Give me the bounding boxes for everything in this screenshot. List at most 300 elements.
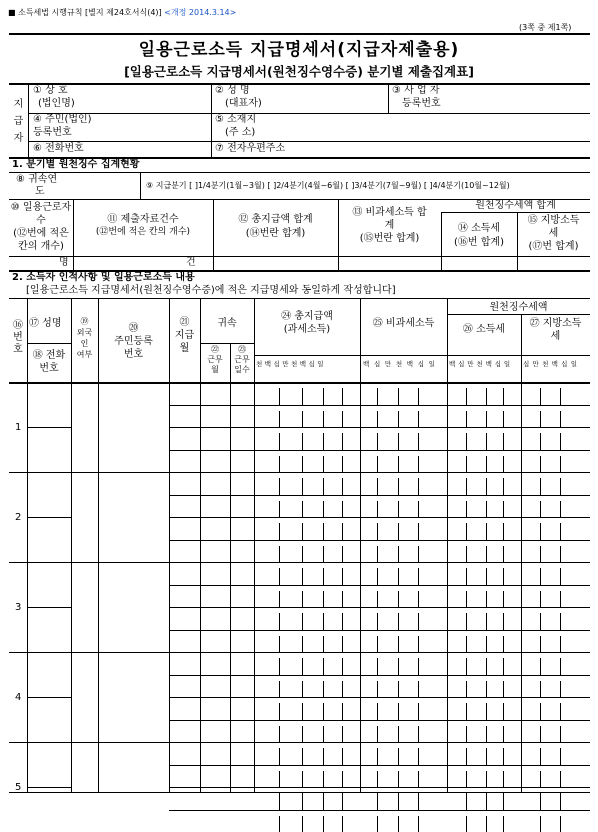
row-number: 5 — [15, 782, 21, 794]
digit-tick — [323, 478, 324, 495]
digit-tick — [466, 433, 467, 450]
col-withholding-header: 원천징수세액 — [447, 302, 590, 314]
row-number: 3 — [15, 602, 21, 614]
digit-tick — [342, 748, 343, 765]
sub-row-line — [169, 585, 590, 586]
digit-tick — [323, 523, 324, 540]
digit-tick — [342, 703, 343, 720]
form-subtitle: [일용근로소득 지급명세서(원천징수영수증) 분기별 제출집계표] — [0, 64, 598, 80]
income-tax-total-header: ⑭ 소득세 (⑯번 합계) — [441, 222, 517, 250]
digit-tick — [342, 591, 343, 608]
digit-tick — [560, 478, 561, 495]
digit-tick — [503, 816, 504, 832]
col-name-header: ⑰ 성명 — [29, 318, 62, 330]
income-tax-digit-units: 백 십 만 천 백 십 일 — [449, 360, 511, 368]
digit-tick — [302, 681, 303, 698]
business-reg-sublabel: 등록번호 — [402, 98, 441, 110]
business-reg-label: ③ 사 업 자 — [392, 85, 439, 97]
digit-tick — [540, 478, 541, 495]
digit-tick — [466, 523, 467, 540]
digit-tick — [398, 388, 399, 405]
digit-tick — [279, 523, 280, 540]
digit-tick — [486, 726, 487, 743]
digit-tick — [503, 636, 504, 653]
digit-tick — [466, 388, 467, 405]
digit-tick — [377, 568, 378, 585]
digit-tick — [398, 433, 399, 450]
digit-tick — [398, 591, 399, 608]
resident-reg-label: ④ 주민(법인) — [33, 114, 92, 126]
digit-tick — [503, 456, 504, 473]
row-separator — [9, 652, 590, 653]
digit-tick — [302, 658, 303, 675]
sub-row-line — [169, 495, 590, 496]
digit-tick — [560, 816, 561, 832]
digit-tick — [503, 771, 504, 788]
col-foreigner-header: ⑲ 외국 인 여부 — [71, 316, 98, 360]
digit-tick — [279, 636, 280, 653]
sub-row-line — [169, 810, 590, 811]
digit-tick — [342, 456, 343, 473]
phone-label: ⑥ 전화번호 — [33, 143, 84, 155]
digit-tick — [279, 816, 280, 832]
digit-tick — [279, 613, 280, 630]
digit-tick — [560, 613, 561, 630]
digit-tick — [466, 478, 467, 495]
digit-tick — [466, 501, 467, 518]
sub-row-line — [169, 427, 590, 428]
nontax-total-header: ⑬ 비과세소득 합 계 (⑮번란 합계) — [338, 206, 441, 245]
digit-tick — [503, 568, 504, 585]
digit-tick — [377, 703, 378, 720]
col-attribution-header: 귀속 — [200, 318, 254, 330]
digit-tick — [466, 613, 467, 630]
digit-tick — [323, 658, 324, 675]
digit-tick — [302, 411, 303, 428]
digit-tick — [418, 726, 419, 743]
digit-tick — [398, 478, 399, 495]
digit-tick — [302, 523, 303, 540]
section2-title: 2. 소득자 인적사항 및 일용근로소득 내용 — [12, 272, 195, 284]
representative-label: ② 성 명 — [215, 85, 250, 97]
digit-tick — [540, 636, 541, 653]
digit-tick — [560, 411, 561, 428]
row-number: 1 — [15, 422, 21, 434]
sub-row-line — [169, 787, 590, 788]
digit-tick — [377, 613, 378, 630]
digit-tick — [503, 703, 504, 720]
digit-tick — [503, 478, 504, 495]
payer-side-label: 지 급 자 — [9, 96, 28, 147]
digit-tick — [302, 568, 303, 585]
digit-tick — [342, 681, 343, 698]
digit-tick — [418, 703, 419, 720]
digit-tick — [418, 591, 419, 608]
digit-tick — [323, 456, 324, 473]
digit-tick — [302, 546, 303, 563]
attribution-year-label: ⑧ 귀속연 — [16, 174, 57, 186]
sub-row-line — [169, 405, 590, 406]
digit-tick — [398, 456, 399, 473]
digit-tick — [486, 433, 487, 450]
digit-tick — [540, 816, 541, 832]
local-tax-total-header: ⑮ 지방소득 세 (⑰번 합계) — [517, 214, 590, 253]
digit-tick — [418, 816, 419, 832]
digit-tick — [323, 613, 324, 630]
digit-tick — [279, 591, 280, 608]
section2-note: [일용근로소득 지급명세서(원천징수영수증)에 적은 지급명세와 동일하게 작성합니다] — [26, 285, 396, 297]
digit-tick — [302, 636, 303, 653]
digit-tick — [377, 636, 378, 653]
digit-tick — [466, 681, 467, 698]
digit-tick — [418, 613, 419, 630]
digit-tick — [540, 726, 541, 743]
col-nontax-header: ㉕ 비과세소득 — [360, 318, 447, 330]
resident-reg-sublabel: 등록번호 — [33, 127, 72, 139]
digit-tick — [560, 501, 561, 518]
digit-tick — [377, 793, 378, 810]
digit-tick — [279, 726, 280, 743]
digit-tick — [540, 681, 541, 698]
digit-tick — [323, 388, 324, 405]
digit-tick — [398, 546, 399, 563]
col-income-tax-header: ㉖ 소득세 — [447, 324, 521, 336]
name-phone-divider — [27, 517, 71, 518]
sub-row-line — [169, 540, 590, 541]
digit-tick — [398, 681, 399, 698]
digit-tick — [377, 816, 378, 832]
digit-tick — [377, 523, 378, 540]
digit-tick — [560, 658, 561, 675]
digit-tick — [540, 568, 541, 585]
withholding-total-header: 원천징수세액 합계 — [441, 200, 590, 212]
col-local-tax-header: ㉗ 지방소득 세 — [521, 317, 590, 343]
digit-tick — [466, 748, 467, 765]
pay-digit-units: 천 백 십 만 천 백 십 일 — [256, 360, 324, 368]
unit-people: 명 — [59, 257, 69, 269]
digit-tick — [560, 523, 561, 540]
digit-tick — [323, 636, 324, 653]
attribution-year-sublabel: 도 — [35, 186, 45, 198]
business-name-sublabel: (법인명) — [38, 98, 75, 110]
digit-tick — [279, 793, 280, 810]
digit-tick — [323, 546, 324, 563]
digit-tick — [398, 568, 399, 585]
digit-tick — [279, 771, 280, 788]
digit-tick — [486, 703, 487, 720]
digit-tick — [486, 816, 487, 832]
digit-tick — [342, 816, 343, 832]
form-title: 일용근로소득 지급명세서(지급자제출용) — [0, 40, 598, 60]
digit-tick — [302, 703, 303, 720]
digit-tick — [486, 501, 487, 518]
digit-tick — [398, 771, 399, 788]
col-total-pay-header: ㉔ 총지급액 (과세소득) — [254, 310, 360, 336]
digit-tick — [377, 681, 378, 698]
digit-tick — [466, 411, 467, 428]
name-phone-divider — [27, 607, 71, 608]
digit-tick — [503, 681, 504, 698]
digit-tick — [503, 748, 504, 765]
digit-tick — [466, 816, 467, 832]
digit-tick — [486, 546, 487, 563]
row-number: 2 — [15, 512, 21, 524]
digit-tick — [503, 793, 504, 810]
representative-sublabel: (대표자) — [225, 98, 262, 110]
digit-tick — [377, 658, 378, 675]
digit-tick — [418, 388, 419, 405]
digit-tick — [398, 703, 399, 720]
digit-tick — [323, 771, 324, 788]
digit-tick — [540, 591, 541, 608]
digit-tick — [486, 411, 487, 428]
worker-count-header: ⑩ 일용근로자 수 (⑫번에 적은 칸의 개수) — [9, 201, 73, 253]
digit-tick — [560, 771, 561, 788]
digit-tick — [503, 613, 504, 630]
digit-tick — [466, 703, 467, 720]
digit-tick — [342, 726, 343, 743]
digit-tick — [323, 703, 324, 720]
name-phone-divider — [27, 787, 71, 788]
digit-tick — [503, 411, 504, 428]
digit-tick — [418, 748, 419, 765]
digit-tick — [486, 591, 487, 608]
digit-tick — [503, 658, 504, 675]
digit-tick — [466, 636, 467, 653]
col-work-days-header: ㉓ 근무 일수 — [230, 345, 254, 375]
digit-tick — [486, 456, 487, 473]
digit-tick — [302, 816, 303, 832]
digit-tick — [342, 771, 343, 788]
digit-tick — [302, 478, 303, 495]
digit-tick — [377, 456, 378, 473]
digit-tick — [398, 523, 399, 540]
digit-tick — [560, 748, 561, 765]
digit-tick — [418, 636, 419, 653]
digit-tick — [560, 681, 561, 698]
digit-tick — [398, 748, 399, 765]
email-label: ⑦ 전자우편주소 — [215, 143, 285, 155]
digit-tick — [466, 658, 467, 675]
col-number-header: ⑯ 번 호 — [9, 320, 27, 356]
digit-tick — [540, 771, 541, 788]
digit-tick — [540, 501, 541, 518]
digit-tick — [540, 658, 541, 675]
digit-tick — [418, 501, 419, 518]
nontax-digit-units: 백 십 만 천 백 십 일 — [363, 360, 436, 368]
digit-tick — [503, 546, 504, 563]
digit-tick — [466, 456, 467, 473]
digit-tick — [342, 433, 343, 450]
digit-tick — [279, 658, 280, 675]
digit-tick — [540, 703, 541, 720]
sub-row-line — [169, 450, 590, 451]
digit-tick — [302, 793, 303, 810]
business-name-label: ① 상 호 — [33, 85, 68, 97]
digit-tick — [398, 613, 399, 630]
digit-tick — [398, 816, 399, 832]
digit-tick — [418, 771, 419, 788]
digit-tick — [486, 636, 487, 653]
digit-tick — [302, 591, 303, 608]
digit-tick — [279, 411, 280, 428]
digit-tick — [398, 658, 399, 675]
col-work-month-header: ㉒ 근무 월 — [200, 345, 230, 375]
digit-tick — [418, 681, 419, 698]
digit-tick — [466, 771, 467, 788]
digit-tick — [302, 433, 303, 450]
digit-tick — [323, 793, 324, 810]
digit-tick — [418, 456, 419, 473]
digit-tick — [398, 636, 399, 653]
submission-count-header: ⑪ 제출자료건수 (⑫번에 적은 칸의 개수) — [73, 213, 213, 237]
digit-tick — [279, 703, 280, 720]
digit-tick — [279, 546, 280, 563]
row-number: 4 — [15, 692, 21, 704]
sub-row-line — [169, 630, 590, 631]
law-reference: ■ 소득세법 시행규칙 [별지 제24호서식(4)] <개정 2014.3.14> — [8, 8, 236, 18]
digit-tick — [466, 546, 467, 563]
digit-tick — [302, 613, 303, 630]
digit-tick — [486, 793, 487, 810]
digit-tick — [503, 591, 504, 608]
total-pay-header: ⑫ 총지급액 합계 (⑭번란 합계) — [213, 213, 338, 241]
digit-tick — [560, 636, 561, 653]
digit-tick — [486, 771, 487, 788]
digit-tick — [302, 771, 303, 788]
digit-tick — [560, 726, 561, 743]
digit-tick — [377, 591, 378, 608]
digit-tick — [377, 748, 378, 765]
name-phone-divider — [27, 697, 71, 698]
digit-tick — [323, 411, 324, 428]
digit-tick — [279, 388, 280, 405]
digit-tick — [503, 388, 504, 405]
digit-tick — [377, 501, 378, 518]
digit-tick — [342, 793, 343, 810]
digit-tick — [323, 816, 324, 832]
digit-tick — [560, 546, 561, 563]
page-count: (3쪽 중 제1쪽) — [519, 23, 571, 33]
digit-tick — [560, 703, 561, 720]
digit-tick — [342, 568, 343, 585]
digit-tick — [342, 411, 343, 428]
digit-tick — [342, 613, 343, 630]
digit-tick — [279, 501, 280, 518]
sub-row-line — [169, 675, 590, 676]
digit-tick — [503, 726, 504, 743]
row-separator — [9, 472, 590, 473]
digit-tick — [418, 523, 419, 540]
digit-tick — [418, 546, 419, 563]
digit-tick — [323, 748, 324, 765]
digit-tick — [377, 478, 378, 495]
address-sublabel: (주 소) — [225, 127, 255, 139]
digit-tick — [540, 793, 541, 810]
digit-tick — [398, 501, 399, 518]
digit-tick — [377, 546, 378, 563]
sub-row-line — [169, 517, 590, 518]
digit-tick — [323, 501, 324, 518]
digit-tick — [342, 388, 343, 405]
digit-tick — [377, 726, 378, 743]
digit-tick — [466, 726, 467, 743]
digit-tick — [560, 456, 561, 473]
digit-tick — [377, 411, 378, 428]
digit-tick — [279, 681, 280, 698]
local-tax-digit-units: 십 만 천 백 십 일 — [523, 360, 578, 368]
digit-tick — [279, 568, 280, 585]
digit-tick — [486, 658, 487, 675]
digit-tick — [279, 748, 280, 765]
sub-row-line — [169, 765, 590, 766]
section1-title: 1. 분기별 원천징수 집계현황 — [12, 159, 139, 171]
address-label: ⑤ 소재지 — [215, 114, 256, 126]
col-pay-month-header: ㉑ 지급 월 — [169, 316, 200, 355]
payment-quarter-options: ⑨ 지급분기 [ ]1/4분기(1월~3월) [ ]2/4분기(4월~6월) [ ]3/4분기(7월~9월) [ ]4/4분기(10월~12월) — [146, 181, 510, 191]
digit-tick — [398, 793, 399, 810]
digit-tick — [486, 568, 487, 585]
col-rrn-header: ⑳ 주민등록 번호 — [98, 322, 169, 361]
digit-tick — [323, 726, 324, 743]
digit-tick — [398, 411, 399, 428]
digit-tick — [418, 478, 419, 495]
row-separator — [9, 562, 590, 563]
digit-tick — [540, 456, 541, 473]
unit-count: 건 — [186, 257, 196, 269]
digit-tick — [540, 388, 541, 405]
sub-row-line — [169, 720, 590, 721]
digit-tick — [418, 433, 419, 450]
digit-tick — [486, 681, 487, 698]
digit-tick — [323, 433, 324, 450]
digit-tick — [342, 546, 343, 563]
digit-tick — [302, 726, 303, 743]
digit-tick — [418, 658, 419, 675]
digit-tick — [418, 793, 419, 810]
digit-tick — [486, 388, 487, 405]
digit-tick — [486, 748, 487, 765]
digit-tick — [540, 523, 541, 540]
digit-tick — [466, 793, 467, 810]
digit-tick — [486, 613, 487, 630]
digit-tick — [323, 591, 324, 608]
revision-date: <개정 2014.3.14> — [164, 8, 236, 17]
digit-tick — [279, 433, 280, 450]
digit-tick — [342, 501, 343, 518]
digit-tick — [302, 456, 303, 473]
digit-tick — [486, 523, 487, 540]
digit-tick — [279, 456, 280, 473]
digit-tick — [540, 411, 541, 428]
col-phone-header: ⑱ 전화 번호 — [27, 349, 71, 375]
digit-tick — [342, 658, 343, 675]
digit-tick — [540, 433, 541, 450]
sub-row-line — [169, 697, 590, 698]
digit-tick — [377, 388, 378, 405]
digit-tick — [540, 613, 541, 630]
digit-tick — [377, 433, 378, 450]
digit-tick — [540, 546, 541, 563]
digit-tick — [279, 478, 280, 495]
digit-tick — [560, 433, 561, 450]
digit-tick — [302, 501, 303, 518]
digit-tick — [418, 568, 419, 585]
sub-row-line — [169, 607, 590, 608]
digit-tick — [560, 591, 561, 608]
digit-tick — [503, 433, 504, 450]
digit-tick — [342, 636, 343, 653]
